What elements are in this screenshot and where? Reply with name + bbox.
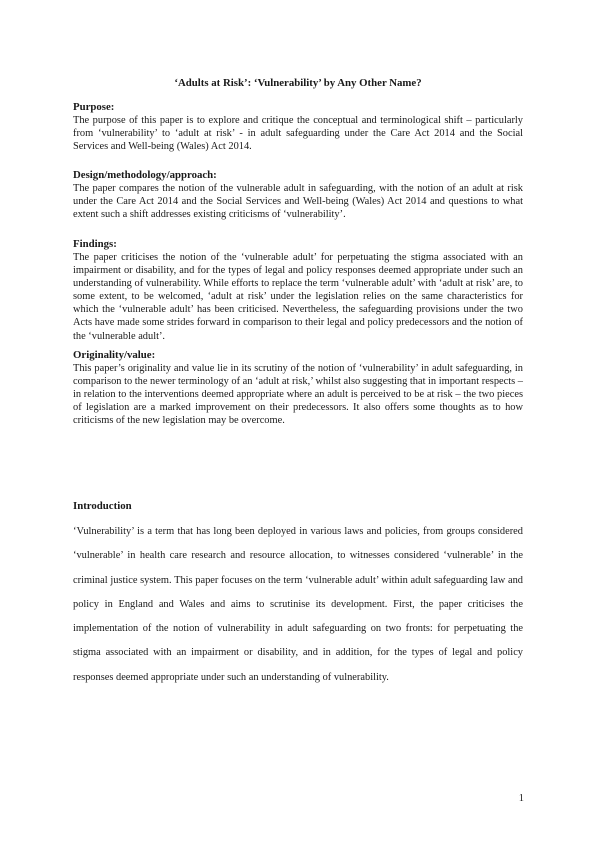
paper-title: ‘Adults at Risk’: ‘Vulnerability’ by Any Other Name? [174, 77, 422, 89]
originality-section [73, 349, 523, 427]
design-text: The paper compares the notion of the vulnerable adult in safeguarding, with the notion of an adult at risk under the Care Act 2014 and the Social Services and Well-being (Wales) Act 2014 and questions to what extent such a shift addresses existing criticisms of ‘vulnerability’. [73, 183, 523, 221]
introduction-heading: Introduction [73, 500, 132, 512]
purpose-section [73, 101, 523, 153]
originality-heading: Originality/value: [73, 349, 156, 361]
design-heading: Design/methodology/approach: [73, 169, 217, 181]
design-section [73, 169, 523, 221]
findings-text: The paper criticises the notion of the ‘vulnerable adult’ for perpetuating the stigma associated with an impairment or disability, and for the types of legal and policy responses deemed appropriate under such an understanding of vulnerability. While efforts to replace the term ‘vulnerable adult’ with ‘adult at risk’ are, to some extent, to be welcomed, ‘adult at risk’ under the legislation relies on the same characteristics for which the ‘vulnerable adult’ has been criticised. Nevertheless, the safeguarding provisions under the two Acts have made some strides forward in comparison to their legal and policy predecessors and the notion of the ‘vulnerable adult’. [73, 252, 523, 342]
findings-heading: Findings: [73, 238, 117, 250]
page-number: 1 [518, 793, 524, 804]
findings-section [73, 238, 523, 343]
purpose-text: The purpose of this paper is to explore and critique the conceptual and terminological shift – particularly from ‘vulnerability’ to ‘adult at risk’ - in adult safeguarding under the Care Act 2014 and the Social Services and Well-being (Wales) Act 2014. [73, 115, 523, 153]
originality-text: This paper’s originality and value lie in its scrutiny of the notion of ‘vulnerability’ in adult safeguarding, in comparison to the newer terminology of an ‘adult at risk,’ whilst also suggesting that in important respects – in relation to the interventions deemed appropriate where an adult is perceived to be at risk – the two pieces of legislation are a marked improvement on their predecessors. It also offers some thoughts as to how criticisms of the new legislation may be overcome. [73, 363, 523, 427]
purpose-heading: Purpose: [73, 101, 115, 113]
introduction-text: ‘Vulnerability’ is a term that has long been deployed in various laws and policies, from groups considered ‘vulnerable’ in health care research and resource allocation, to witnesses considered ‘vulnerable’ in the criminal justice system. This paper focuses on the term ‘vulnerable adult’ within adult safeguarding law and policy in England and Wales and aims to scrutinise its development. First, the paper criticises the implementation of the notion of vulnerability in adult safeguarding on two fronts: for perpetuating the stigma associated with an impairment or disability, and in addition, for the types of legal and policy responses deemed appropriate under such an understanding of vulnerability. [73, 526, 523, 683]
